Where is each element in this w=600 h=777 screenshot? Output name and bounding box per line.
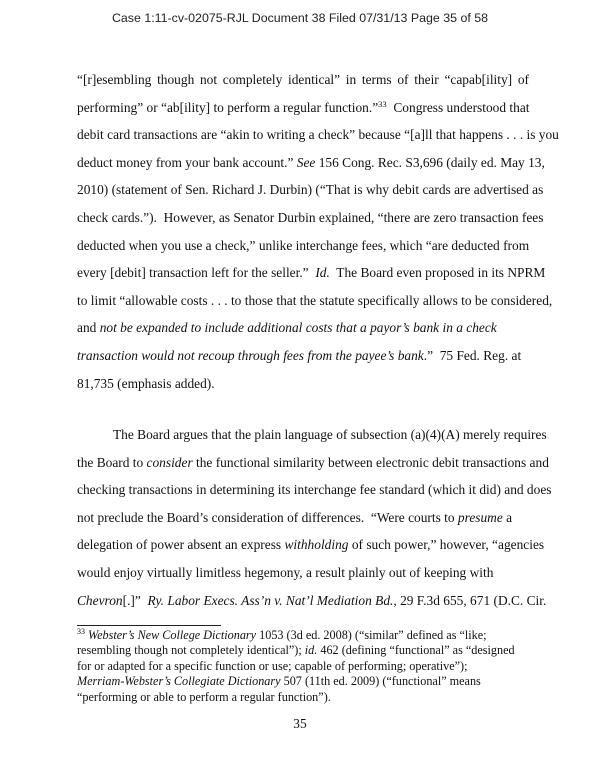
p1-line-9: to limit “allowable costs . . . to those that the statute specifically allows to be considered, bbox=[77, 292, 553, 308]
p2-line-3: checking transactions in determining its interchange fee standard (which it did) and does bbox=[77, 482, 552, 498]
p1-line-2: performing” or “ab[ility] to perform a regular function.”$^{33}$ Congress understood that bbox=[77, 98, 530, 115]
case-header: Case 1:11-cv-02075-RJL Document 38 Filed 07/31/13 Page 35 of 58 bbox=[111, 11, 489, 25]
footnote-line-1: $^{33}$ Webster’s New College Dictionary 1053 (3d ed. 2008) (“similar” defined as “like; bbox=[77, 627, 487, 642]
p2-line-1: The Board argues that the plain language of subsection (a)(4)(A) merely requires bbox=[113, 427, 547, 442]
p2-line-2: the Board to consider the functional similarity between electronic debit transactions and bbox=[77, 454, 549, 470]
footnote-line-4: Merriam-Webster’s Collegiate Dictionary 507 (11th ed. 2009) (“functional” means bbox=[77, 674, 481, 689]
p1-line-6: check cards.”). However, as Senator Durbin explained, “there are zero transaction fees bbox=[77, 209, 544, 225]
p1-line-5: 2010) (statement of Sen. Richard J. Durbin) (“That is why debit cards are advertised as bbox=[77, 182, 544, 198]
p2-line-6: would enjoy virtually limitless hegemony, a result plainly out of keeping with bbox=[77, 564, 494, 580]
page-number: 35 bbox=[293, 716, 307, 731]
p1-line-12: 81,735 (emphasis added). bbox=[77, 375, 215, 391]
p1-line-7: deducted when you use a check,” unlike interchange fees, which “are deducted from bbox=[77, 237, 530, 253]
p1-line-8: every [debit] transaction left for the seller.” Id. The Board even proposed in its NPRM bbox=[77, 265, 546, 281]
p2-line-4: not preclude the Board’s consideration of differences. “Were courts to presume a bbox=[77, 509, 513, 525]
footnote-line-3: for or adapted for a specific function or use; capable of performing; operative”); bbox=[77, 658, 468, 673]
footnote-line-5: “performing or able to perform a regular function”). bbox=[77, 689, 331, 704]
footnote-ref-33[interactable]: 33 bbox=[378, 98, 387, 109]
footnote-line-2: resembling though not completely identical”); id. 462 (defining “functional” as “designed bbox=[77, 643, 515, 658]
paragraph-2 bbox=[77, 421, 552, 614]
paragraph-1 bbox=[77, 66, 559, 397]
footnote-divider bbox=[77, 625, 221, 626]
p1-line-11: transaction would not recoup through fees from the payee’s bank.” 75 Fed. Reg. at bbox=[77, 347, 522, 363]
p2-line-7: Chevron[.]” Ry. Labor Execs. Ass’n v. Nat’l Mediation Bd., 29 F.3d 655, 671 (D.C. Cir. bbox=[77, 592, 547, 608]
p1-line-3: debit card transactions are “akin to writing a check” because “[a]ll that happens . . . is you bbox=[77, 127, 559, 143]
footnote-number: 33 bbox=[77, 627, 85, 636]
p1-line-1: “[r]esembling though not completely identical” in terms of their “capab[ility] of bbox=[77, 72, 529, 87]
p1-line-10: and not be expanded to include additional costs that a payor’s bank in a check bbox=[77, 320, 497, 336]
p1-line-4: deduct money from your bank account.” See 156 Cong. Rec. S3,696 (daily ed. May 13, bbox=[77, 154, 545, 170]
p2-line-5: delegation of power absent an express withholding of such power,” however, “agencies bbox=[77, 537, 545, 553]
footnote-33 bbox=[77, 628, 529, 705]
